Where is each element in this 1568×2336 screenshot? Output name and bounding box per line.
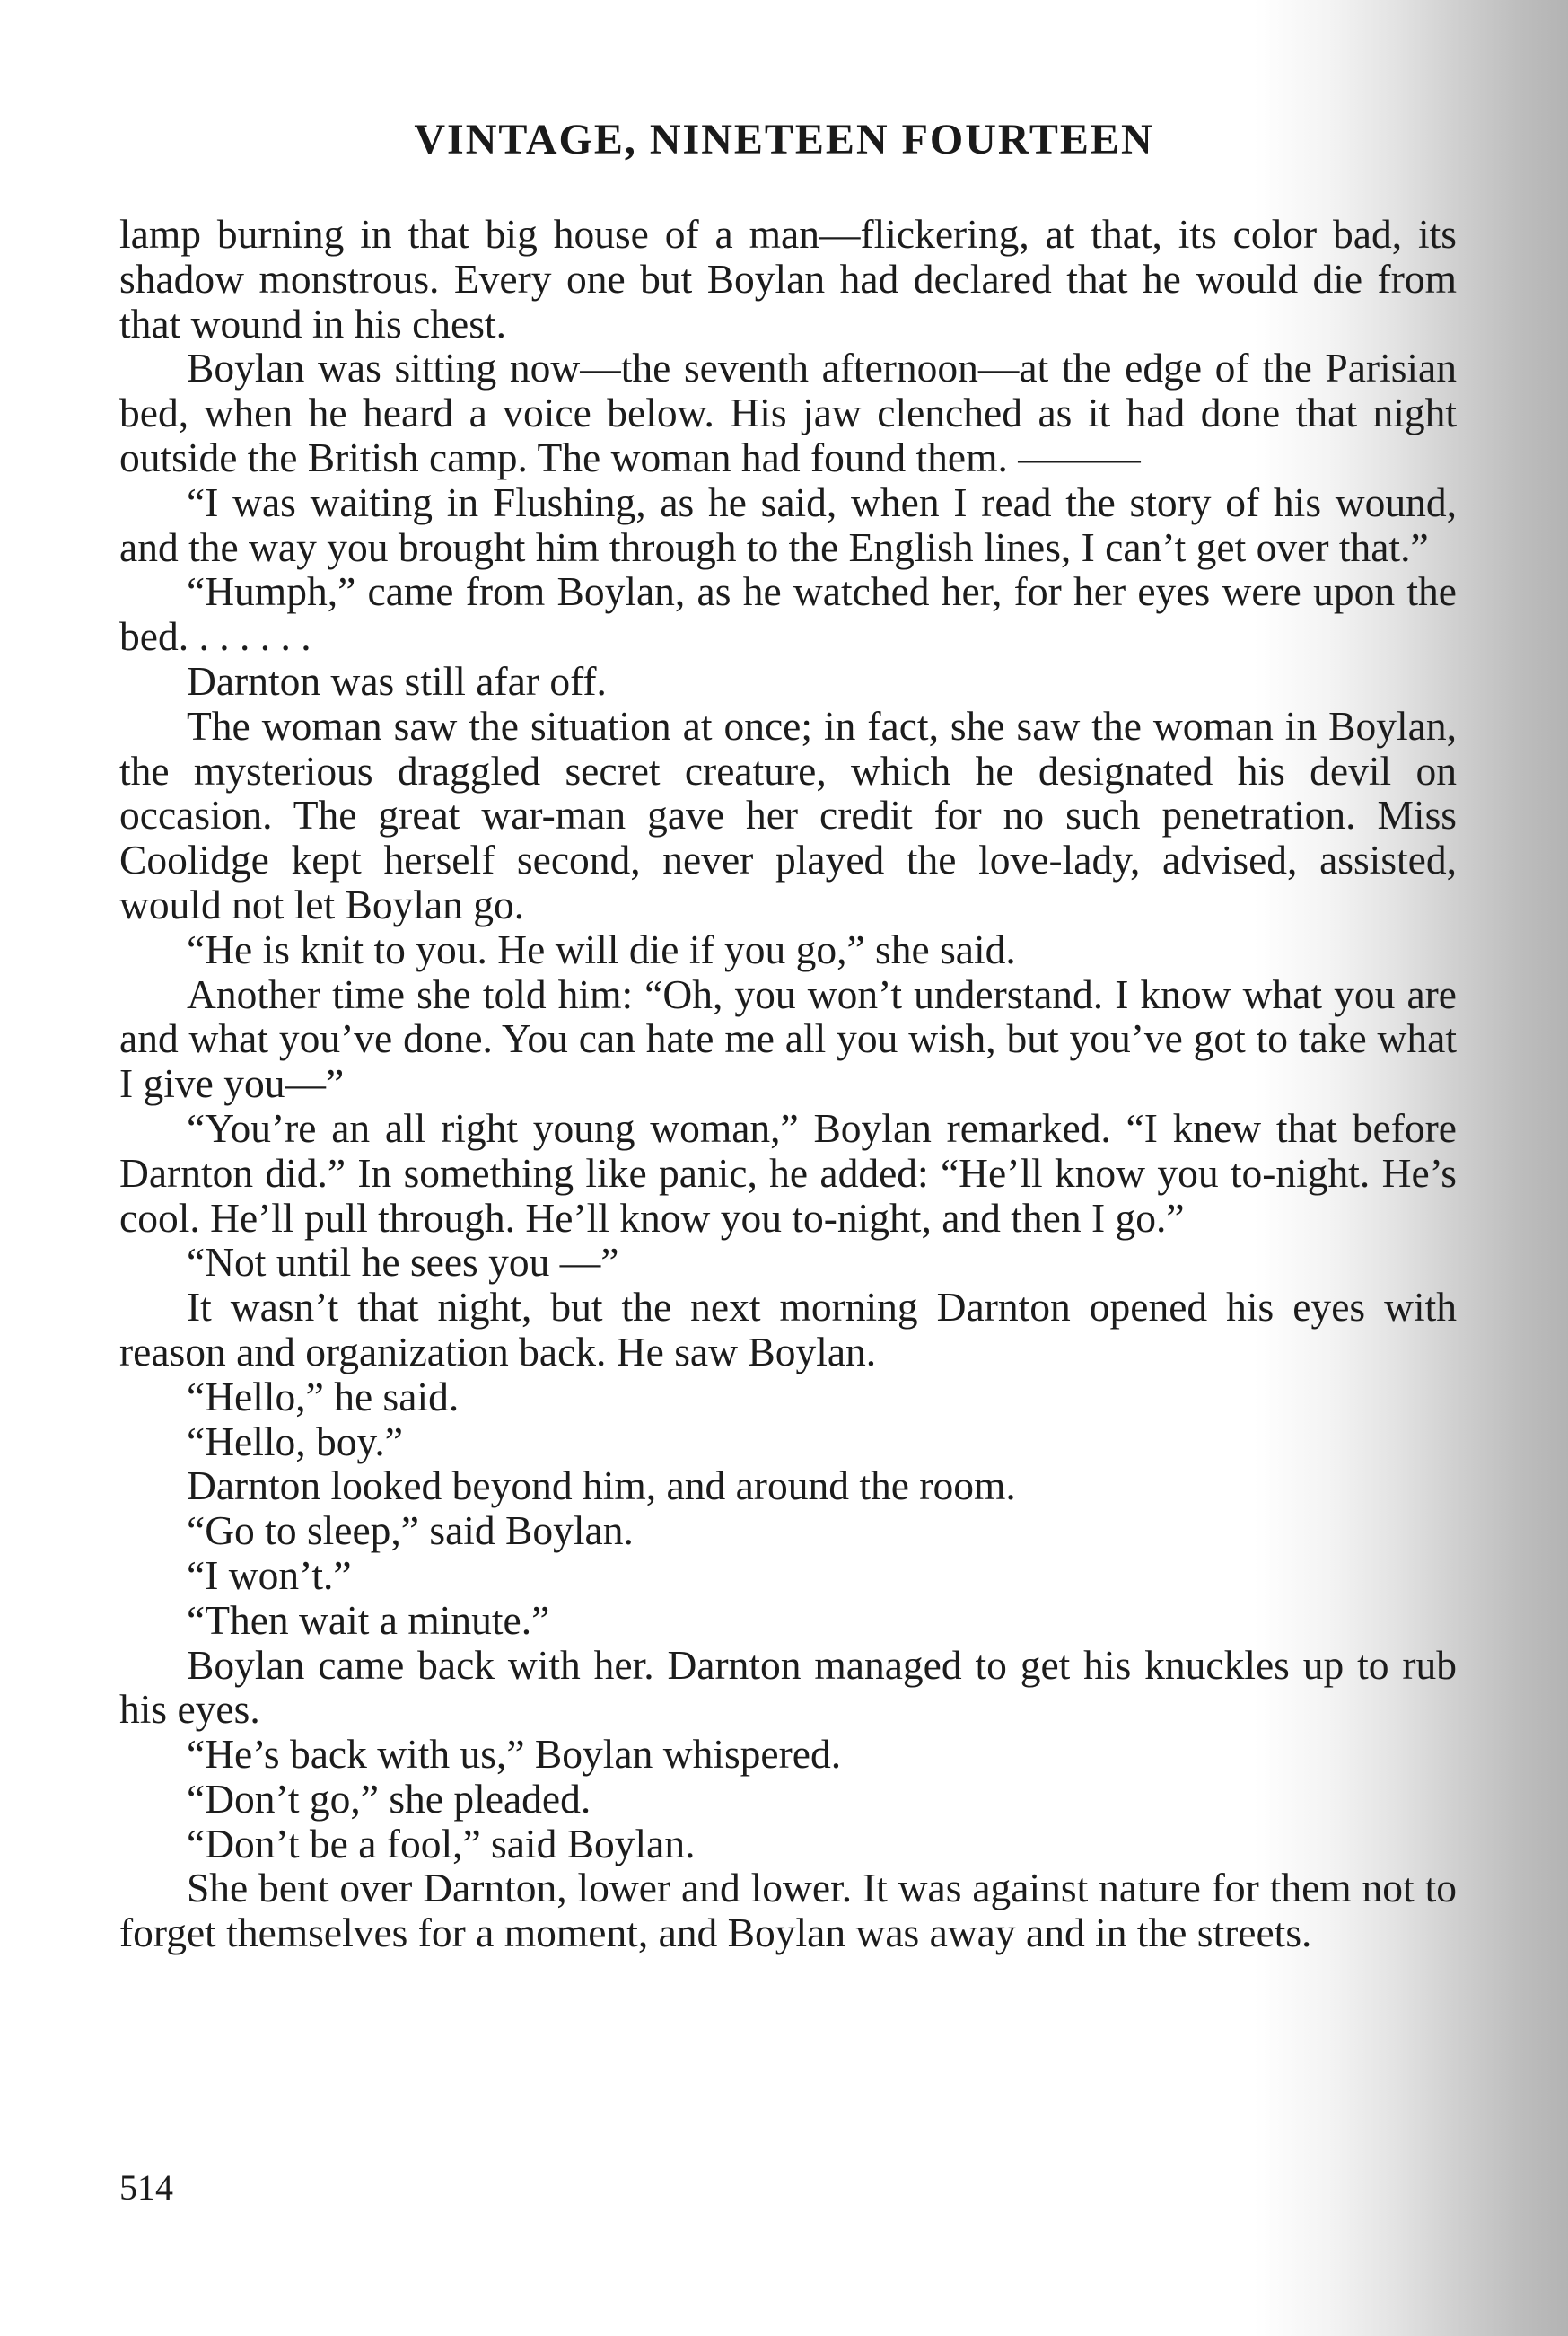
paragraph: “You’re an all right young woman,” Boylan remarked. “I knew that before Darnton did.” In something like panic, he added: “He’ll know you to-night. He’s cool. He’ll pull through. He’ll know you to-night, and then I go.”	[119, 1104, 1457, 1241]
paragraph: Boylan was sitting now—the seventh afternoon—at the edge of the Parisian bed, when he heard a voice below. His jaw clenched as it had done that night outside the British camp. The woman had found them. ———	[119, 345, 1457, 480]
paragraph: “Not until he sees you —”	[187, 1239, 619, 1286]
paragraph: “I was waiting in Flushing, as he said, when I read the story of his wound, and the way you brought him through to the English lines, I can’t get over that.”	[119, 479, 1457, 570]
paragraph: “He’s back with us,” Boylan whispered.	[187, 1731, 842, 1778]
paragraph: Boylan came back with her. Darnton managed to get his knuckles up to rub his eyes.	[119, 1641, 1457, 1733]
paragraph: “Don’t go,” she pleaded.	[187, 1775, 591, 1822]
paragraph: lamp burning in that big house of a man—flickering, at that, its color bad, its shadow monstrous. Every one but Boylan had declared that he would die from that wound in his chest.	[119, 211, 1457, 347]
paragraph: Darnton looked beyond him, and around the room.	[187, 1462, 1016, 1509]
page-number: 514	[119, 2167, 173, 2208]
paragraph: “Hello,” he said.	[187, 1373, 460, 1419]
paragraph: “Humph,” came from Boylan, as he watched her, for her eyes were upon the bed. . . . . . .	[119, 568, 1457, 660]
paragraph: “I won’t.”	[187, 1551, 352, 1598]
running-head: VINTAGE, NINETEEN FOURTEEN	[414, 116, 1154, 163]
paragraph: “Don’t be a fool,” said Boylan.	[187, 1820, 696, 1866]
paragraph: “He is knit to you. He will die if you go,” she said.	[187, 926, 1016, 972]
paragraph: Another time she told him: “Oh, you won’t understand. I know what you are and what you’ve done. You can hate me all you wish, but you’ve got to take what I give you—”	[119, 970, 1457, 1107]
paragraph: She bent over Darnton, lower and lower. It was against nature for them not to forget themselves for a moment, and Boylan was away and in the streets.	[119, 1865, 1457, 1956]
paragraph: Darnton was still afar off.	[187, 657, 607, 704]
paragraph: “Hello, boy.”	[187, 1418, 403, 1464]
paragraph: The woman saw the situation at once; in fact, she saw the woman in Boylan, the mysterious draggled secret creature, which he designated his devil on occasion. The great war-man gave her credit for no such penetration. Miss Coolidge kept herself second, never played the love-lady, advised, assisted, would not let Boylan go.	[119, 702, 1457, 927]
paragraph: “Go to sleep,” said Boylan.	[187, 1507, 634, 1554]
paragraph: “Then wait a minute.”	[187, 1596, 550, 1643]
paragraph: It wasn’t that night, but the next morning Darnton opened his eyes with reason and organization back. He saw Boylan.	[119, 1284, 1457, 1374]
body-text	[119, 212, 1457, 1955]
